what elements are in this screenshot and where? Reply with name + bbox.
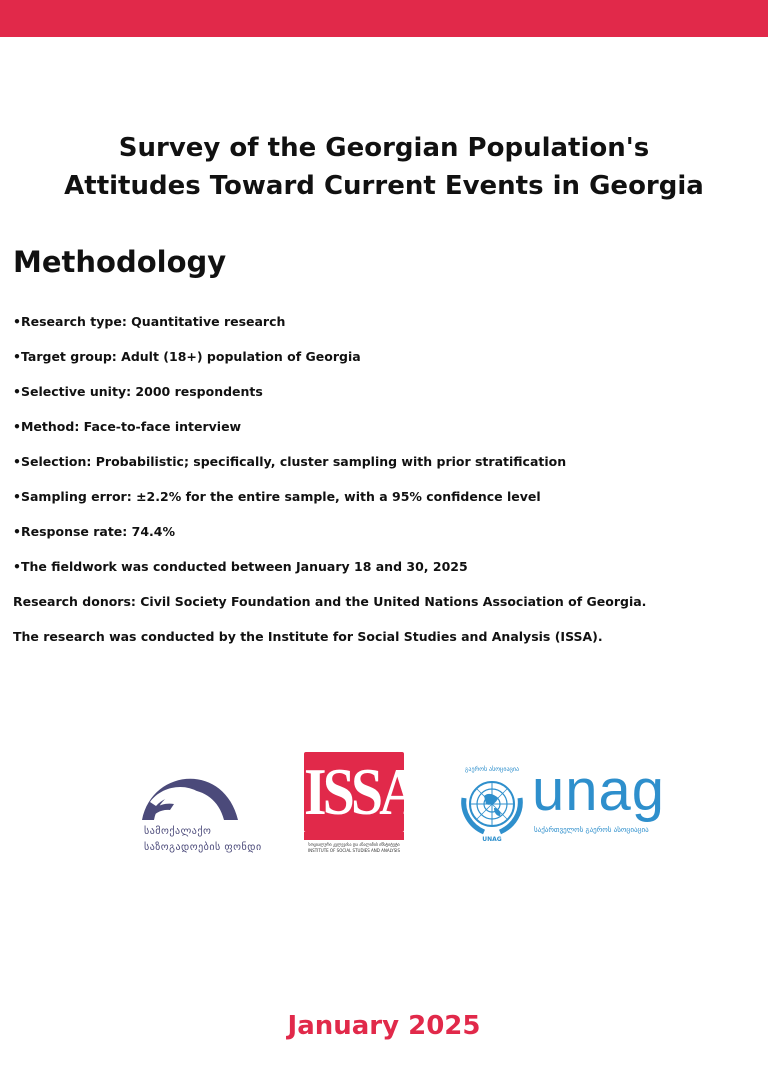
report-title: [0, 129, 768, 205]
publication-date: January 2025: [287, 1011, 481, 1041]
method-item-selection: •Selection: Probabilistic; specifically, cluster sampling with prior stratification: [13, 454, 567, 469]
research-conductor: The research was conducted by the Institute for Social Studies and Analysis (ISSA).: [13, 629, 603, 644]
issa-mark-text: ISSA: [304, 754, 417, 829]
methodology-list: [13, 313, 753, 663]
methodology-heading: Methodology: [13, 245, 227, 279]
method-item-method: •Method: Face-to-face interview: [13, 419, 242, 434]
unag-logo: [454, 758, 694, 854]
issa-caption-georgian: სოციალური კვლევისა და ანალიზის ინსტიტუტი: [308, 842, 400, 847]
title-line-2: Attitudes Toward Current Events in Georgia: [64, 171, 704, 201]
title-line-1: Survey of the Georgian Population's: [118, 133, 650, 163]
issa-logo: [304, 752, 417, 856]
method-item-sample-size: •Selective unity: 2000 respondents: [13, 384, 263, 399]
partner-logos: [0, 752, 768, 862]
method-item-target-group: •Target group: Adult (18+) population of Georgia: [13, 349, 361, 364]
csf-name-line-2: საზოგადოების ფონდი: [144, 842, 262, 853]
unag-wordmark: unag: [532, 758, 666, 823]
top-accent-bar: [0, 0, 768, 37]
unag-arc-text: გაეროს ასოციაცია: [464, 766, 520, 773]
csf-arc-icon: [140, 762, 250, 822]
unag-caption: საქართველოს გაეროს ასოციაცია: [534, 826, 649, 834]
method-item-response-rate: •Response rate: 74.4%: [13, 524, 176, 539]
research-donors: Research donors: Civil Society Foundation and the United Nations Association of Georgia.: [13, 594, 647, 609]
csf-logo: [140, 762, 262, 862]
method-item-research-type: •Research type: Quantitative research: [13, 314, 286, 329]
issa-mark: [304, 752, 417, 832]
issa-caption-english: INSTITUTE OF SOCIAL STUDIES AND ANALYSIS: [307, 848, 400, 853]
un-emblem-icon: [454, 764, 530, 846]
method-item-fieldwork: •The fieldwork was conducted between January 18 and 30, 2025: [13, 559, 468, 574]
unag-badge-text: UNAG: [482, 836, 502, 843]
method-item-sampling-error: •Sampling error: ±2.2% for the entire sample, with a 95% confidence level: [13, 489, 541, 504]
csf-name-line-1: სამოქალაქო: [144, 826, 212, 837]
issa-bottom-band: [304, 832, 404, 840]
